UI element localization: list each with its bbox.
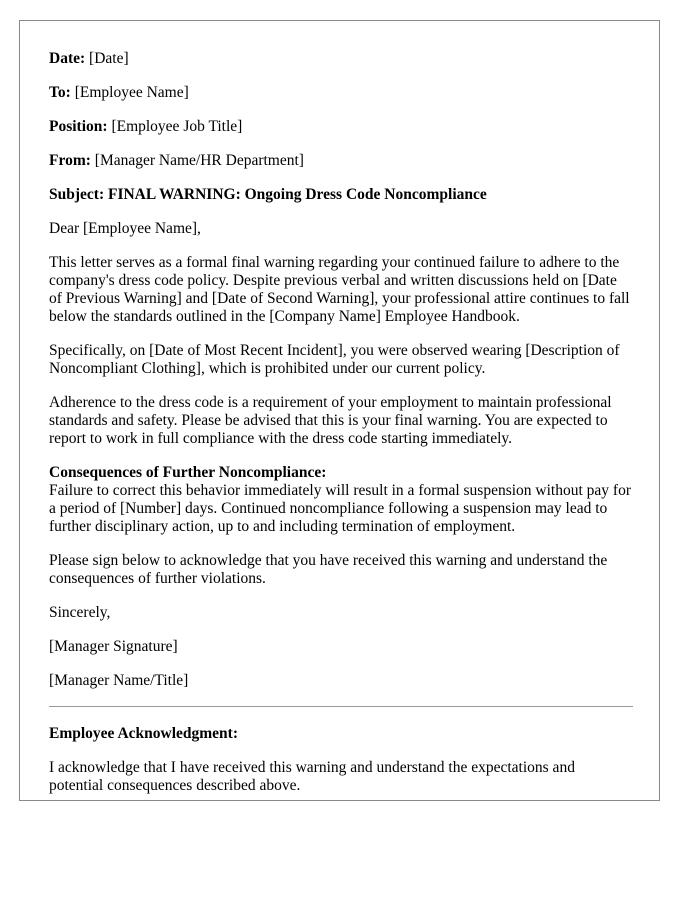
- date-line: [49, 50, 633, 68]
- consequences-heading: Consequences of Further Noncompliance:: [49, 464, 327, 481]
- body-paragraph-1: This letter serves as a formal final warning regarding your continued failure to adhere to the company's dress code policy. Despite previous verbal and written discussions held on [Date of Previous Warning] and [Date of Second Warning], your professional attire continues to fall below the standards outlined in the [Company Name] Employee Handbook.: [49, 254, 630, 325]
- acknowledgment-heading-line: [49, 725, 633, 743]
- consequences-text: Failure to correct this behavior immediately will result in a formal suspension without pay for a period of [Number] days. Continued noncompliance following a suspension may lead to further disciplinary action, up to and including termination of employment.: [49, 482, 631, 535]
- date-label: Date:: [49, 50, 86, 67]
- body-paragraph-4: Please sign below to acknowledge that you have received this warning and understand the consequences of further violations.: [49, 552, 608, 587]
- body-paragraph-2: Specifically, on [Date of Most Recent Incident], you were observed wearing [Description of Noncompliant Clothing], which is prohibited under our current policy.: [49, 342, 620, 377]
- acknowledgment-text: I acknowledge that I have received this warning and understand the expectations and potential consequences described above.: [49, 759, 575, 794]
- manager-signature: [Manager Signature]: [49, 638, 178, 655]
- subject-line: [49, 186, 633, 204]
- to-line: [49, 84, 633, 102]
- subject-text: Subject: FINAL WARNING: Ongoing Dress Code Noncompliance: [49, 186, 487, 203]
- section-divider: [49, 706, 633, 707]
- body-paragraph-3: Adherence to the dress code is a requirement of your employment to maintain professional standards and safety. Please be advised that this is your final warning. You are expected to report to work in full compliance with the dress code starting immediately.: [49, 394, 612, 447]
- date-value: [Date]: [89, 50, 129, 67]
- consequences-section: [49, 464, 633, 536]
- to-value: [Employee Name]: [74, 84, 189, 101]
- closing: Sincerely,: [49, 604, 111, 621]
- acknowledgment-heading: Employee Acknowledgment:: [49, 725, 239, 742]
- salutation: Dear [Employee Name],: [49, 220, 201, 237]
- to-label: To:: [49, 84, 71, 101]
- position-label: Position:: [49, 118, 108, 135]
- position-value: [Employee Job Title]: [111, 118, 243, 135]
- from-value: [Manager Name/HR Department]: [94, 152, 304, 169]
- letter-content: [49, 50, 633, 801]
- position-line: [49, 118, 633, 136]
- letter-page: [19, 20, 660, 801]
- from-label: From:: [49, 152, 91, 169]
- from-line: [49, 152, 633, 170]
- manager-name-title: [Manager Name/Title]: [49, 672, 189, 689]
